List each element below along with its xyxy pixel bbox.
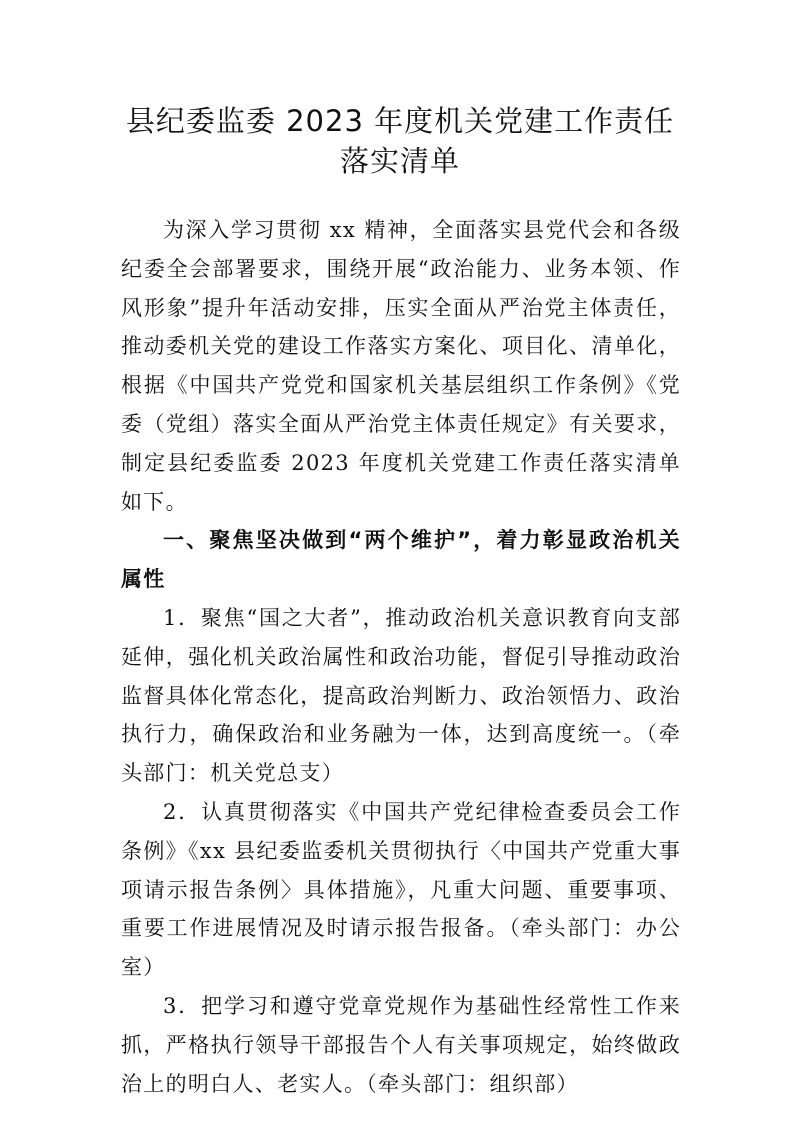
document-title-line-1: 县纪委监委 2023 年度机关党建工作责任: [125, 104, 675, 138]
section-heading: 一、聚焦坚决做到“两个维护”，着力彰显政治机关属性: [121, 528, 681, 592]
list-item: 3．把学习和遵守党章党规作为基础性经常性工作来抓，严格执行领导干部报告个人有关事项规定，始终做政治上的明白人、老实人。（牵头部门：组织部）: [121, 993, 681, 1096]
list-item: 1．聚焦“国之大者”，推动政治机关意识教育向支部延伸，强化机关政治属性和政治功能，督促引导推动政治监督具体化常态化，提高政治判断力、政治领悟力、政治执行力，确保政治和业务融为一体，达到高度统一。（牵头部门：机关党总支）: [121, 605, 681, 786]
document-title-line-2: 落实清单: [339, 144, 460, 178]
list-item: 2．认真贯彻落实《中国共产党纪律检查委员会工作条例》《xx 县纪委监委机关贯彻执行〈中国共产党重大事项请示报告条例〉具体措施》，凡重大问题、重要事项、重要工作进展情况及时请示报告报备。（牵头部门：办公室）: [121, 799, 681, 980]
document-body: [121, 211, 681, 1103]
intro-paragraph: 为深入学习贯彻 xx 精神，全面落实县党代会和各级纪委全会部署要求，围绕开展“政治能力、业务本领、作风形象”提升年活动安排，压实全面从严治党主体责任，推动委机关党的建设工作落实方案化、项目化、清单化，根据《中国共产党党和国家机关基层组织工作条例》《党委（党组）落实全面从严治党主体责任规定》有关要求，制定县纪委监委 2023 年度机关党建工作责任落实清单如下。: [121, 218, 681, 514]
